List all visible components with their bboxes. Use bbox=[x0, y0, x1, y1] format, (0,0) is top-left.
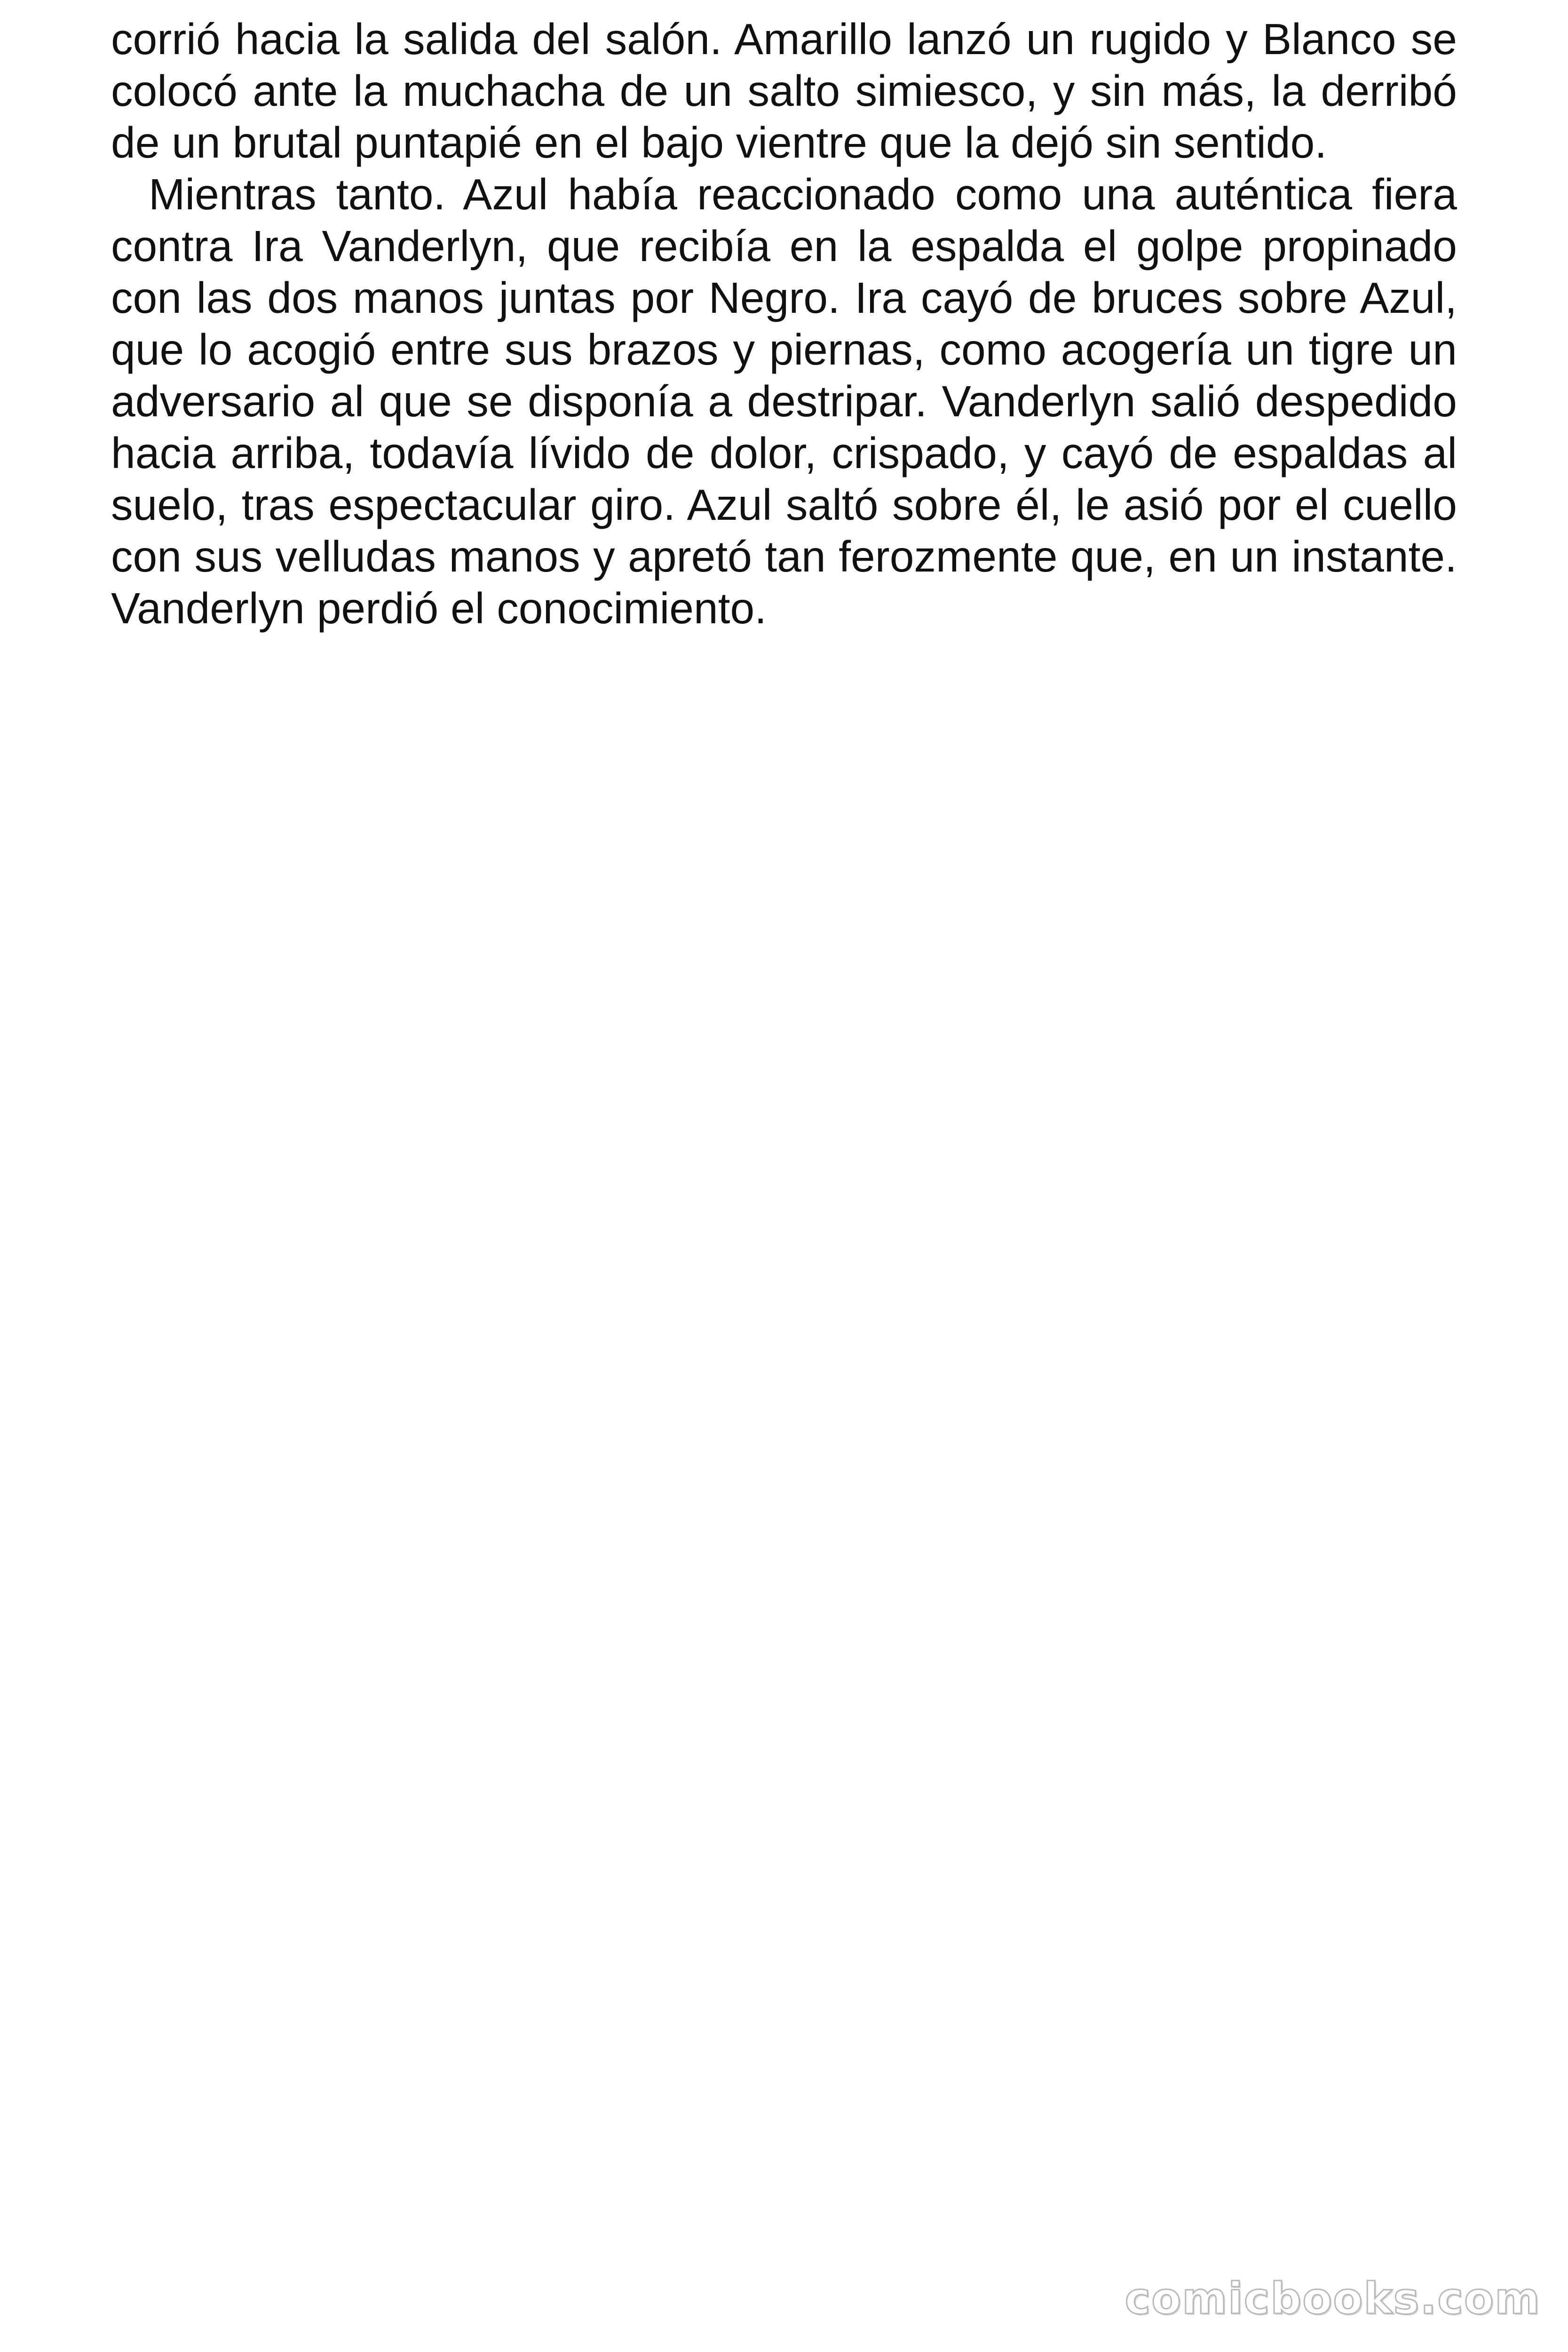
body-text bbox=[111, 13, 1457, 634]
paragraph-fight: Mientras tanto. Azul había reaccionado como una auténtica fiera contra Ira Vanderlyn, que recibía en la espalda el golpe propinado con las dos manos juntas por Negro. Ira cayó de bruces sobre Azul, que lo acogió entre sus brazos y piernas, como acogería un tigre un adversario al que se disponía a destripar. Vanderlyn salió despedido hacia arriba, todavía lívido de dolor, crispado, y cayó de espaldas al suelo, tras espectacular giro. Azul saltó sobre él, le asió por el cuello con sus velludas manos y apretó tan ferozmente que, en un instante. Vanderlyn perdió el conocimiento. bbox=[111, 170, 1457, 633]
paragraph-continuation: corrió hacia la salida del salón. Amarillo lanzó un rugido y Blanco se colocó ante la muchacha de un salto simiesco, y sin más, la derribó de un brutal puntapié en el bajo vientre que la dejó sin sentido. bbox=[111, 15, 1457, 167]
watermark: comicbooks.com bbox=[1125, 2273, 1541, 2324]
